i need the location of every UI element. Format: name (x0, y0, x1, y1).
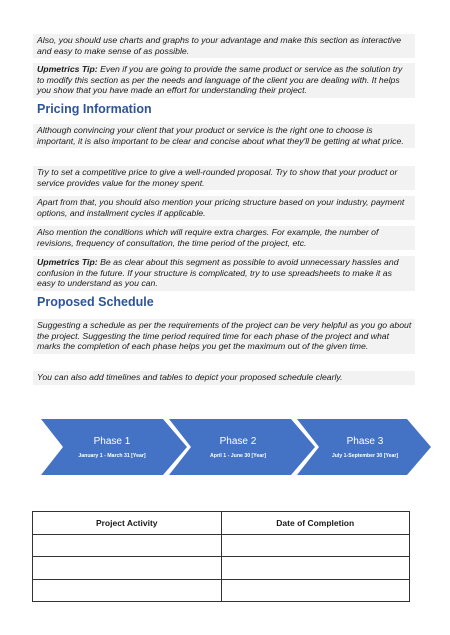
phase-2-title: Phase 2 (219, 436, 257, 447)
phase-3-dates: July 1-September 30 [Year] (331, 453, 399, 459)
column-header-date-of-completion: Date of Completion (221, 512, 410, 535)
table-cell[interactable] (221, 534, 410, 557)
table-cell[interactable] (221, 579, 410, 602)
column-header-project-activity: Project Activity (33, 512, 222, 535)
table-cell[interactable] (33, 534, 222, 557)
tip-label: Upmetrics Tip: (37, 257, 98, 267)
paragraph-charts: Also, you should use charts and graphs to your advantage and make this section as interactive and easy to make sense of as possible. (33, 34, 415, 58)
heading-proposed-schedule: Proposed Schedule (37, 295, 154, 309)
phase-timeline (35, 417, 435, 477)
phase-1-arrow (41, 419, 187, 475)
tip-label: Upmetrics Tip: (37, 64, 98, 74)
paragraph-schedule-intro: Suggesting a schedule as per the requirements of the project can be very helpful as you go about the project. Suggesting the time period required time for each phase of the project and what marks the completion of each phase helps you get the maximum out of the given time. (33, 319, 415, 354)
phase-3-title: Phase 3 (346, 436, 384, 447)
table-row (33, 579, 410, 602)
paragraph-pricing-intro: Although convincing your client that your product or service is the right one to choose is important, it is also important to be clear and concise about what they'll be getting at what price. (33, 124, 415, 148)
phase-2-dates: April 1 - June 30 [Year] (210, 453, 266, 459)
phase-2-arrow (169, 419, 315, 475)
heading-pricing-information: Pricing Information (37, 102, 152, 116)
tip-paragraph-pricing: Upmetrics Tip: Be as clear about this segment as possible to avoid unnecessary hassles and confusion in the future. If your structure is complicated, try to use spreadsheets to make it as easy to understand as you can. (33, 256, 415, 291)
tip-paragraph-solution: Upmetrics Tip: Even if you are going to provide the same product or service as the solution try to modify this section as per the needs and language of the client you are dealing with. It helps you show that you have made an effort for understanding their project. (33, 63, 415, 98)
paragraph-pricing-structure: Apart from that, you should also mention your pricing structure based on your industry, payment options, and installment cycles if applicable. (33, 196, 415, 220)
paragraph-extra-charges: Also mention the conditions which will require extra charges. For example, the number of revisions, frequency of consultation, the time period of the project, etc. (33, 226, 415, 250)
table-cell[interactable] (33, 557, 222, 580)
table-cell[interactable] (33, 579, 222, 602)
table-row (33, 534, 410, 557)
phase-1-dates: January 1 - March 31 [Year] (78, 453, 146, 459)
paragraph-timelines: You can also add timelines and tables to depict your proposed schedule clearly. (33, 371, 415, 385)
schedule-table (32, 511, 410, 602)
phase-3-arrow (297, 419, 431, 475)
table-cell[interactable] (221, 557, 410, 580)
phase-1-title: Phase 1 (93, 436, 131, 447)
paragraph-competitive-price: Try to set a competitive price to give a well-rounded proposal. Try to show that your product or service provides value for the money spent. (33, 166, 415, 190)
table-row (33, 557, 410, 580)
table-header-row (33, 512, 410, 535)
